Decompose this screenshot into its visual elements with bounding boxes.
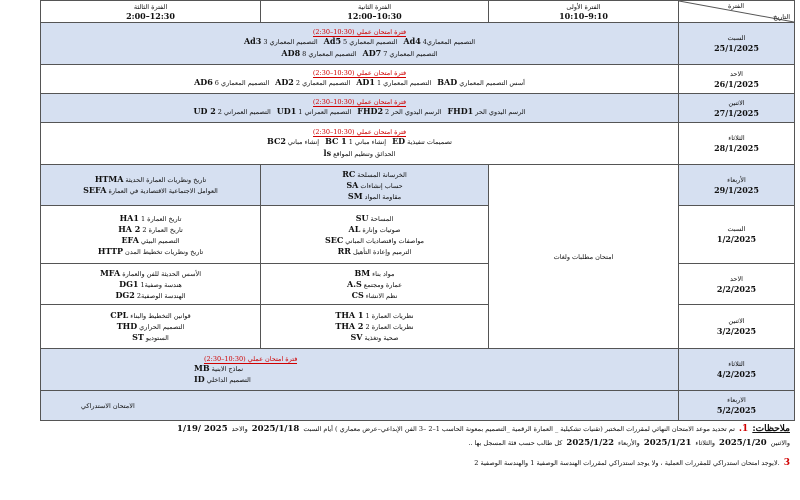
note-text: والاحد — [231, 425, 248, 433]
course-entry: التصميم المعماري 2 AD2 — [275, 77, 351, 87]
header-row — [41, 1, 795, 23]
course-entry: التصميم المعماري 3 Ad3 — [243, 35, 318, 46]
day-cell — [679, 206, 795, 264]
design-exam-cell — [41, 349, 679, 391]
day-name: الاحد — [730, 274, 743, 283]
day-cell — [679, 123, 795, 165]
day-cell — [679, 349, 795, 391]
period-2-cell — [261, 206, 489, 264]
day-cell — [679, 264, 795, 305]
note-date: 2025/1/21 — [643, 438, 692, 448]
note-line-2 — [10, 436, 790, 450]
course-entry: نظريات العمارة 2 THA 2 — [335, 321, 414, 331]
day-date: 25/1/2025 — [714, 43, 759, 53]
course-entry: أسس التصميم المعماري BAD — [437, 77, 525, 87]
course-entry: الستوديو ST — [132, 332, 169, 342]
course-entry: التصميم العمراني 2 UD 2 — [193, 106, 271, 116]
period-3-name: الفترة الثالثة — [133, 2, 168, 11]
period-3-cell — [41, 165, 261, 206]
course-entry: التصميم المعماري 7 AD7 — [362, 47, 438, 58]
course-entry: مواصفات واقتصاديات المباني SEC — [324, 234, 425, 245]
course-entry: صوتيات وإنارة AL — [348, 223, 401, 234]
course-entry: تصميمات تنفيذية ED — [392, 135, 452, 146]
course-entry: الخرسانة المسلحة RC — [342, 168, 407, 179]
period-3-header — [41, 1, 261, 23]
exam-schedule-sheet — [40, 0, 794, 420]
course-entry: نظريات العمارة 1 THA 1 — [335, 310, 414, 320]
period-1-name: الفترة الأولى — [566, 2, 601, 11]
course-entry: تاريخ ونظريات العمارة الحديثة HTMA — [94, 174, 207, 184]
note-number: 1. — [738, 424, 749, 434]
course-entry: إنشاء مباني BC2 — [267, 135, 320, 146]
note-date: 2025/1/18 — [251, 424, 300, 434]
course-entry: التصميم المعماري 8 AD8 — [281, 47, 357, 58]
corner-label-date: التاريخ — [773, 13, 790, 21]
course-entry: مقاومة المواد SM — [347, 190, 402, 201]
course-entry: تاريخ ونظريات تخطيط المدن HTTP — [97, 245, 204, 256]
note-text: كل طالب حسب فئة المسجل بها .. — [468, 439, 563, 447]
note-line-1 — [10, 422, 790, 436]
day-date: 4/2/2025 — [716, 369, 757, 379]
exam-schedule-table — [40, 0, 795, 421]
note-text: والاثنين — [770, 439, 790, 447]
note-date: 2025/1/22 — [566, 438, 615, 448]
day-cell — [679, 94, 795, 123]
day-row — [41, 349, 795, 391]
period-1-time: 9:10–10:10 — [559, 10, 608, 21]
day-row — [41, 123, 795, 165]
notes-section — [10, 422, 790, 496]
lab-exam-label: فترة امتحان عملي (10:30–2:30) — [312, 127, 407, 136]
day-date: 29/1/2025 — [714, 184, 759, 195]
course-entry: الحدائق وتنظيم المواقع ls — [323, 147, 396, 158]
day-name: الاثنين — [728, 317, 745, 325]
period-3-cell — [41, 264, 261, 305]
day-cell — [679, 65, 795, 94]
course-line — [44, 48, 675, 60]
course-entry: قوانين التخطيط والبناء CPL — [110, 310, 191, 320]
period-1-header — [489, 1, 679, 23]
course-entry: عمارة ومجتمع A.S — [347, 278, 403, 289]
day-date: 5/2/2025 — [716, 405, 757, 415]
note-text: والأربعاء — [618, 439, 640, 447]
note-number: 3 — [783, 458, 790, 468]
course-entry: المساحة SU — [355, 212, 394, 223]
day-date: 2/2/2025 — [716, 283, 757, 294]
note-line-3 — [10, 456, 790, 470]
day-row — [41, 23, 795, 65]
lab-exam-label: فترة امتحان عملي (10:30–2:30) — [312, 69, 407, 77]
day-cell — [679, 305, 795, 349]
day-row — [41, 94, 795, 123]
note-text: .لايوجد امتحان استدراكي للمقررات العملية ، ولا يوجد استدراكي لمقررات الهندسة الوصفية 1 والهندسة الوصفية 2 — [474, 459, 780, 467]
design-exam-cell — [41, 65, 679, 94]
course-line — [44, 106, 675, 118]
day-name: السبت — [727, 225, 746, 233]
day-cell — [679, 23, 795, 65]
course-entry: تاريخ العمارة 1 HA1 — [119, 212, 182, 223]
day-name: الاحد — [730, 69, 743, 78]
period-1-merged-cell — [489, 165, 679, 349]
day-row — [41, 165, 795, 206]
period-2-cell — [261, 305, 489, 349]
course-entry: التصميم الحراري THD — [116, 321, 185, 331]
course-entry: تاريخ العمارة 2 HA 2 — [118, 223, 183, 234]
lab-exam-label: فترة امتحان عملي (10:30–2:30) — [204, 354, 298, 363]
period-3-cell — [41, 305, 261, 349]
course-entry: الهندسة الوصفية2 DG2 — [115, 289, 186, 300]
course-entry: التصميم المعماري4 Ad4 — [403, 35, 476, 46]
day-row — [41, 264, 795, 305]
day-name: الأربعاء — [727, 175, 746, 184]
course-entry: مواد بناء BM — [354, 267, 395, 278]
course-entry: التصميم الداخلي ID — [194, 373, 251, 384]
design-exam-cell — [41, 94, 679, 123]
course-entry: التصميم البيئي EFA — [121, 234, 180, 245]
period-2-cell — [261, 165, 489, 206]
course-entry: التصميم المعماري 1 AD1 — [356, 77, 432, 87]
makeup-exam-cell — [41, 391, 679, 421]
day-cell — [679, 165, 795, 206]
course-entry: حساب إنشاءات SA — [346, 179, 403, 190]
course-line — [44, 77, 675, 89]
design-exam-cell — [41, 123, 679, 165]
day-date: 1/2/2025 — [716, 234, 757, 244]
course-entry: العوامل الاجتماعية الاقتصادية في العمارة SEFA — [83, 185, 218, 195]
makeup-exam-text: الامتحان الاستدراكي — [81, 402, 135, 410]
note-date: 2025/1/20 — [719, 438, 767, 448]
day-name: الاثنين — [728, 98, 745, 107]
design-exam-cell — [41, 23, 679, 65]
day-name: السبت — [727, 34, 746, 42]
day-date: 3/2/2025 — [716, 326, 757, 336]
day-row — [41, 65, 795, 94]
day-name: الثلاثاء — [728, 134, 745, 142]
corner-cell — [679, 1, 795, 23]
course-entry: إنشاء مباني 1 BC 1 — [325, 135, 387, 146]
day-name: الاربعاء — [727, 396, 746, 404]
course-entry: هندسة وصفية1 DG1 — [119, 278, 182, 289]
course-entry: التصميم العمراني 1 UD1 — [276, 106, 352, 116]
notes-heading: ملاحظات: — [752, 424, 790, 434]
course-entry: صحية وتغذية SV — [350, 332, 399, 342]
day-row — [41, 206, 795, 264]
day-date: 27/1/2025 — [714, 107, 759, 118]
period-2-time: 10:30–12:00 — [347, 10, 402, 21]
course-line — [44, 148, 675, 160]
day-row — [41, 305, 795, 349]
period-2-name: الفترة الثانية — [357, 2, 392, 11]
course-entry: الأسس الحديثة للفن والعمارة MFA — [99, 267, 202, 278]
course-entry: نظم الانشاء CS — [351, 289, 398, 300]
lab-exam-label: فترة امتحان عملي (10:30–2:30) — [312, 27, 407, 36]
course-entry: الترميم وإعادة التأهيل RR — [337, 245, 412, 256]
note-text: تم تحديد موعد الامتحان النهائي لمقررات المختبر (تقنيات تشكيلية _ العمارة الرقمية _التصميم بمعونة الحاسب 1–2 –3 الفن الإبداعي–عرض معماري ) أيام السبت — [303, 425, 735, 433]
course-line — [44, 36, 675, 48]
day-name: الثلاثاء — [728, 360, 745, 368]
day-date: 28/1/2025 — [714, 143, 759, 153]
period-1-merged-text: امتحان مطلبات ولغات — [553, 252, 614, 261]
note-text: والثلاثاء — [695, 439, 716, 447]
period-2-header — [261, 1, 489, 23]
day-row — [41, 391, 795, 421]
course-entry: الرسم اليدوي الحر FHD1 — [447, 106, 526, 116]
course-entry: التصميم المعماري 5 Ad5 — [323, 35, 398, 46]
period-3-cell — [41, 206, 261, 264]
period-3-time: 12:30–2:00 — [126, 10, 175, 21]
day-date: 26/1/2025 — [714, 78, 759, 89]
course-entry: الرسم اليدوي الحر 2 FHD2 — [357, 106, 442, 116]
lab-exam-label: فترة امتحان عملي (10:30–2:30) — [312, 98, 407, 106]
course-entry: التصميم المعماري 6 AD6 — [194, 77, 270, 87]
day-cell — [679, 391, 795, 421]
course-entry: نماذج الابنية MB — [194, 362, 244, 373]
note-date: 2025 /1/19 — [177, 424, 228, 434]
corner-label-period: الفترة — [727, 2, 744, 10]
period-2-cell — [261, 264, 489, 305]
course-line — [44, 136, 675, 148]
